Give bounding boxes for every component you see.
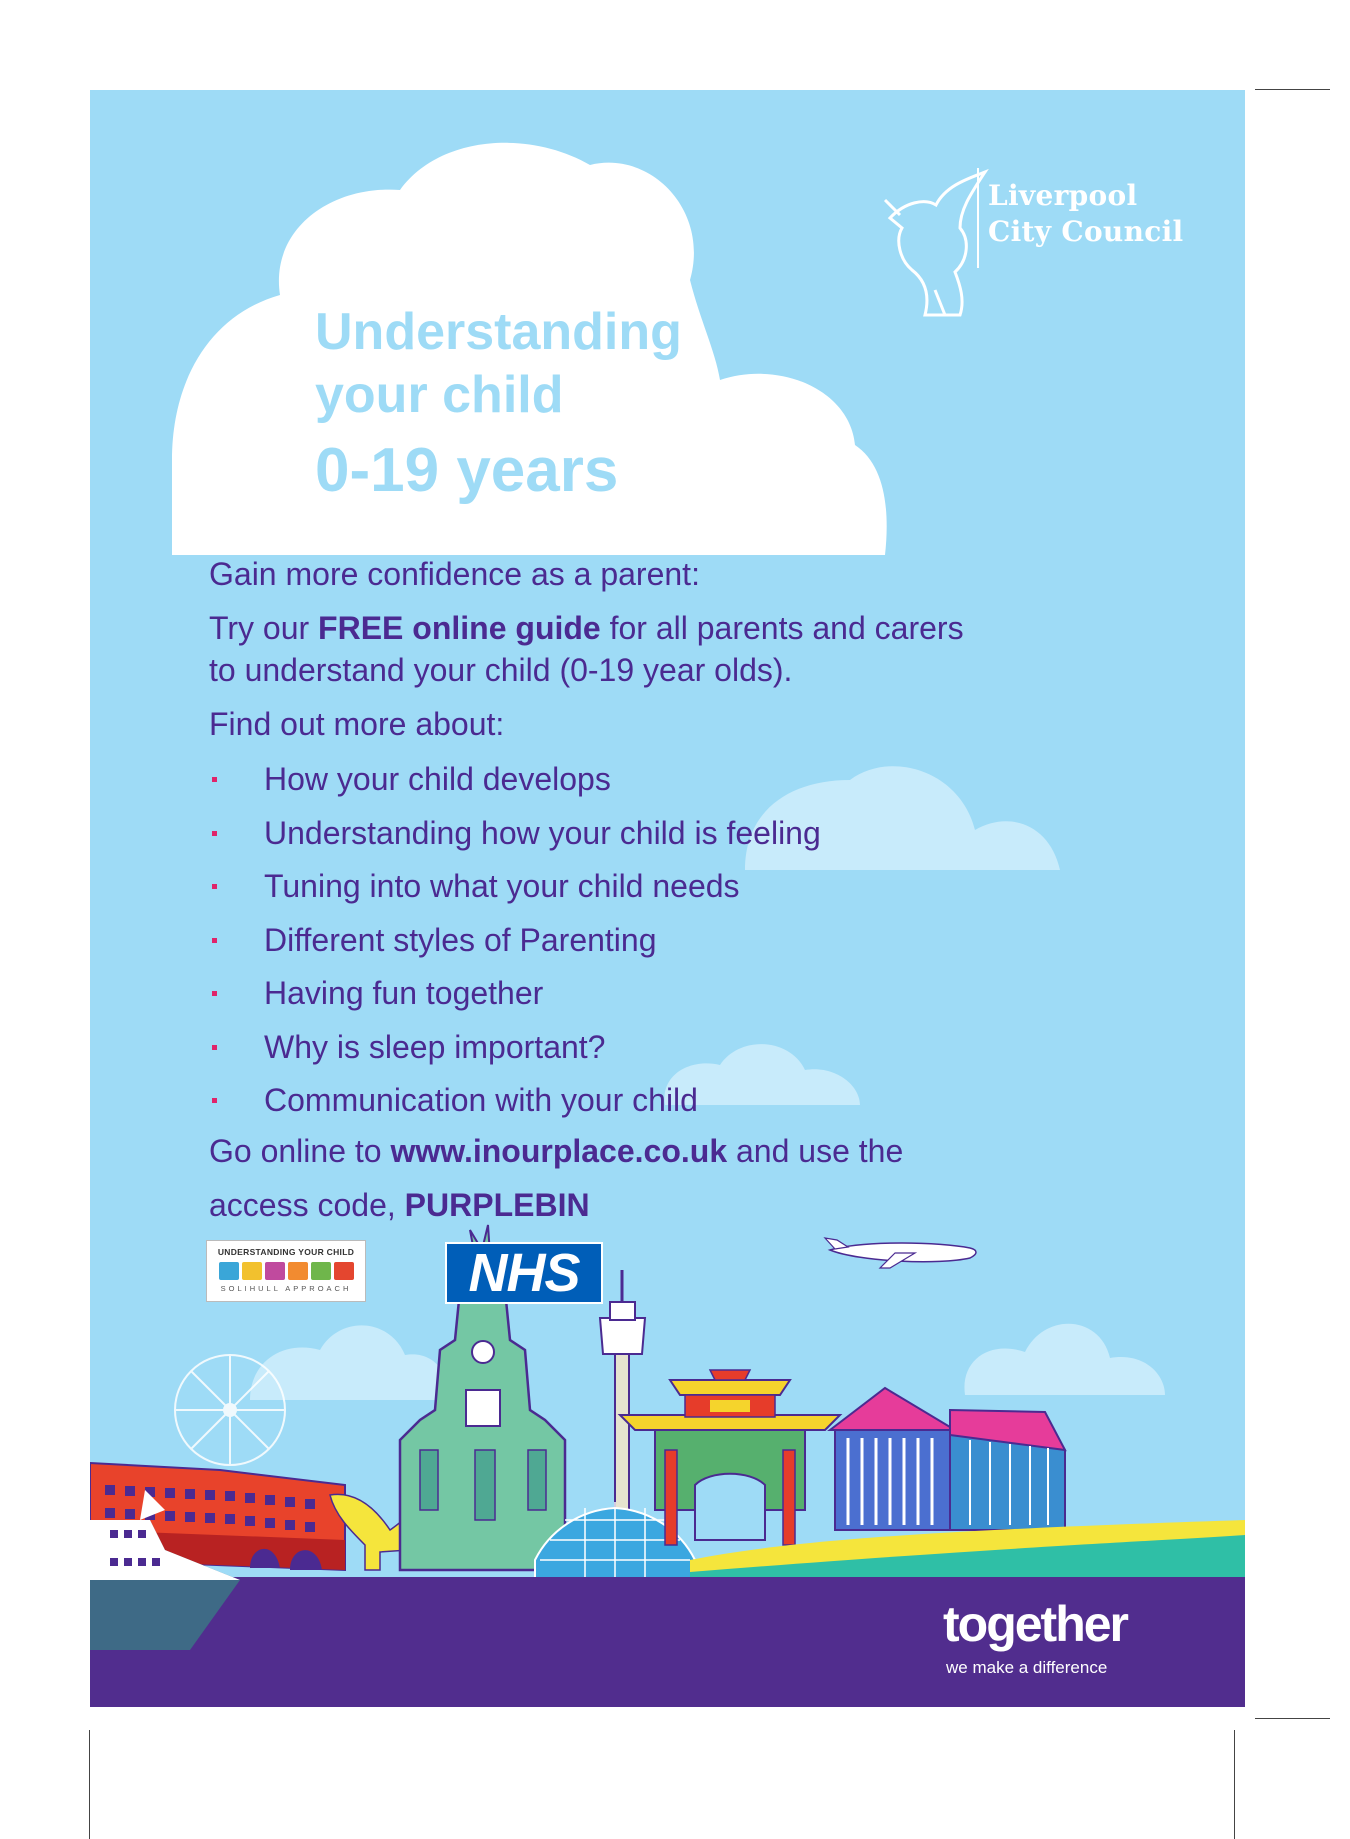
crop-mark xyxy=(1234,1730,1235,1839)
list-item xyxy=(209,753,821,807)
list-item-label: Tuning into what your child needs xyxy=(264,868,740,905)
offer-highlight: FREE online guide xyxy=(318,610,601,646)
together-tagline: we make a difference xyxy=(946,1658,1108,1677)
bullet-icon xyxy=(212,1045,217,1050)
solihull-logo xyxy=(206,1240,366,1302)
face-icon xyxy=(334,1262,354,1280)
website-url[interactable]: www.inourplace.co.uk xyxy=(390,1133,728,1169)
topic-list xyxy=(209,753,821,1128)
list-item-label: Communication with your child xyxy=(264,1082,698,1119)
crop-mark xyxy=(1255,1718,1330,1719)
council-name xyxy=(988,178,1183,250)
bullet-icon xyxy=(212,831,217,836)
council-name-line2: City Council xyxy=(988,215,1184,248)
list-item xyxy=(209,1021,821,1075)
code-prefix: access code, xyxy=(209,1187,405,1223)
intro-text: Gain more confidence as a parent: xyxy=(209,556,700,592)
list-item-label: Different styles of Parenting xyxy=(264,921,657,958)
find-out-heading: Find out more about: xyxy=(209,706,505,742)
offer-prefix: Try our xyxy=(209,610,319,646)
offer-line2: to understand your child (0-19 year olds). xyxy=(209,652,793,688)
face-icon xyxy=(242,1262,262,1280)
list-item xyxy=(209,967,821,1021)
list-item-label: Why is sleep important? xyxy=(264,1028,606,1065)
face-icon xyxy=(219,1262,239,1280)
list-item xyxy=(209,807,821,861)
bullet-icon xyxy=(212,938,217,943)
crop-mark xyxy=(89,1730,90,1839)
nhs-logo-border xyxy=(445,1242,603,1304)
solihull-faces xyxy=(207,1262,365,1280)
together-logo: together xyxy=(943,1596,1127,1652)
title-age-range: 0-19 years xyxy=(315,436,619,505)
face-icon xyxy=(311,1262,331,1280)
face-icon xyxy=(265,1262,285,1280)
bullet-icon xyxy=(212,1098,217,1103)
list-item xyxy=(209,860,821,914)
nhs-logo: NHS xyxy=(445,1242,603,1304)
title-line1: Understanding xyxy=(315,303,682,361)
solihull-logo-title: UNDERSTANDING YOUR CHILD xyxy=(217,1247,355,1257)
crop-mark xyxy=(1255,89,1330,90)
bullet-icon xyxy=(212,884,217,889)
online-suffix: and use the xyxy=(727,1133,904,1169)
list-item xyxy=(209,914,821,968)
poster xyxy=(90,90,1245,1707)
offer-line1 xyxy=(209,607,964,649)
list-item-label: Understanding how your child is feeling xyxy=(264,814,821,851)
online-line1 xyxy=(209,1130,903,1172)
online-line2 xyxy=(209,1184,590,1226)
list-item-label: How your child develops xyxy=(264,761,611,798)
bullet-icon xyxy=(212,777,217,782)
list-item xyxy=(209,1074,821,1128)
access-code: PURPLEBIN xyxy=(404,1187,590,1223)
online-prefix: Go online to xyxy=(209,1133,391,1169)
council-name-line1: Liverpool xyxy=(988,179,1138,212)
offer-suffix: for all parents and carers xyxy=(600,610,964,646)
list-item-label: Having fun together xyxy=(264,975,544,1012)
face-icon xyxy=(288,1262,308,1280)
bullet-icon xyxy=(212,991,217,996)
title-line2: your child xyxy=(315,366,564,424)
solihull-logo-subtitle: SOLIHULL APPROACH xyxy=(220,1284,352,1293)
